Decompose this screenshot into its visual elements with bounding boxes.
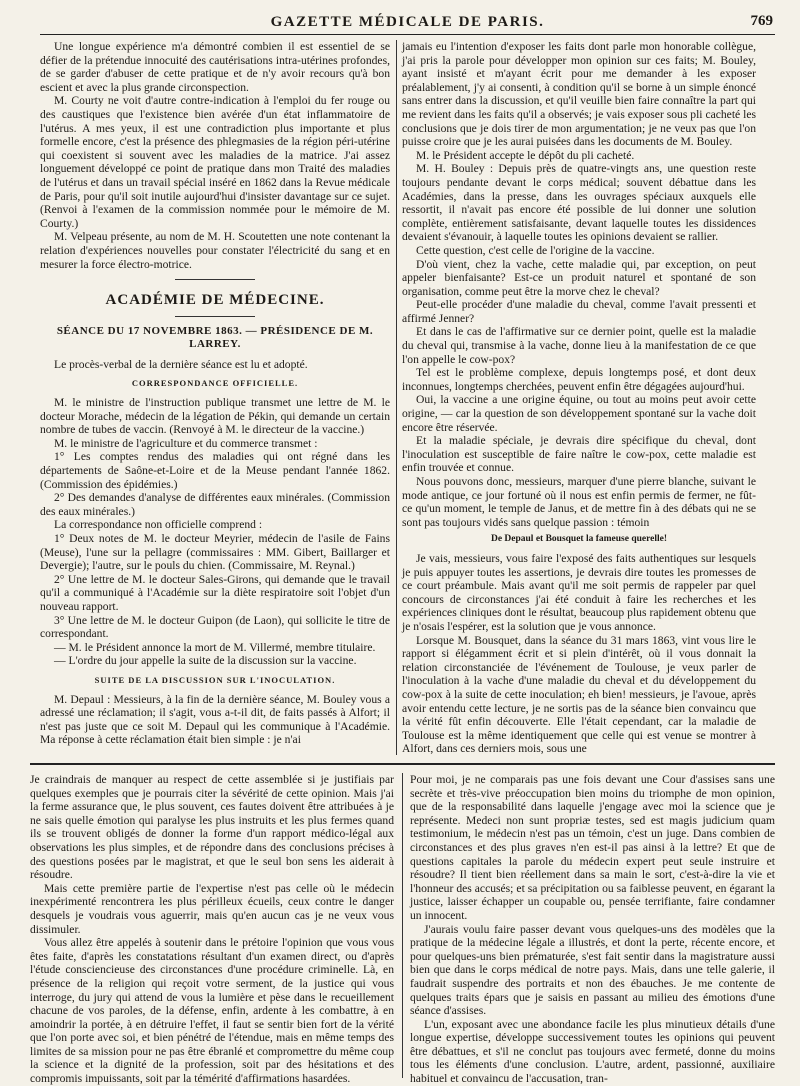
paragraph: jamais eu l'intention d'exposer les faits dont parle mon honorable collègue, j'ai pris la parole pour développer mon opinion sur ces faits; M. Bouley, ayant insisté et m'ayant écrit pour me demander à les exposer préalablement, j'y ai consenti, à condition qu'il se borne à un simple énoncé sans entrer dans la discussion, et qu'il veuille bien faire connaître la part qui me revient dans les faits qu'il a observés; je vais exposer sous pli cacheté les conclusions que je dois tirer de mon argumentation; je ne veux pas que l'on puisse croire que je les aurai puisées dans les documents de M. Bouley. (402, 40, 756, 149)
short-rule (175, 316, 255, 317)
column-top-right (402, 40, 756, 755)
paragraph: Peut-elle procéder d'une maladie du cheval, comme l'avait pressenti et affirmé Jenner? (402, 298, 756, 325)
paragraph: J'aurais voulu faire passer devant vous quelques-uns des modèles que la pratique de la médecine légale a illustrés, et dont la perte, récente encore, et pour quelques-uns bien prématurée, s'est fait sentir dans la magistrature aussi bien que dans le corps médical de notre pays. Mais, dans une telle galerie, il faudrait suspendre des portraits et non des ébauches. Je me contente de quelques traits épars que je saisis en passant au milieu des émotions d'une séance d'assises. (410, 922, 775, 1018)
journal-title: GAZETTE MÉDICALE DE PARIS. (270, 14, 545, 30)
paragraph: Cette question, c'est celle de l'origine de la vaccine. (416, 243, 655, 257)
paragraph: — L'ordre du jour appelle la suite de la discussion sur la vaccine. (54, 654, 357, 668)
paragraph: Et la maladie spéciale, je devrais dire spécifique du cheval, dont l'inoculation est susceptible de faire naître le cow-pox, cette maladie est enfin trouvée et connue. (402, 434, 756, 475)
paragraph: La correspondance non officielle comprend : (54, 518, 263, 532)
paragraph: 1° Les comptes rendus des maladies qui ont régné dans les départements de Saône-et-Loire et de la Meuse pendant l'année 1862. (Commission des épidémies.) (40, 450, 390, 491)
column-divider-bottom (402, 773, 403, 1078)
correspondence-heading: CORRESPONDANCE OFFICIELLE. (131, 378, 299, 389)
paragraph: Lorsque M. Bousquet, dans la séance du 31 mars 1863, vint vous lire le rapport si élégamment écrit et si plein d'intérêt, où il vous donnait la relation circonstanciée de l'événement de Toulouse, je veux parler de l'inoculation à la vache d'une maladie du cheval et du développement du cow-pox à la suite de cette inoculation; eh bien! messieurs, je l'avoue, après avoir entendu cette lecture, je ne sortis pas de la séance bien convaincu que la vérité fût enfin découverte. Elle l'était cependant, car la maladie de Toulouse est la même identiquement que celle qui est venue se montrer à Alfort, dans ces derniers mois, sous une (402, 633, 756, 756)
paragraph: Je craindrais de manquer au respect de cette assemblée si je justifiais par quelques exemples que je pourrais citer la sévérité de cette opinion. Mais j'ai la ferme assurance que, le plus souvent, ces fautes doivent être attribuées à je ne sais quelle émotion qui paralyse les plus instruits et les plus fermes quand ils se trouvent obligés de donner la forme d'un rapport médico-légal aux observations les plus simples, et de répondre dans des conclusions précises à des questions posées par le magistrat, et que le seul bon sens les aiderait à résoudre. (30, 773, 394, 882)
paragraph: Nous pouvons donc, messieurs, marquer d'une pierre blanche, suivant le mode antique, ce jour fortuné où il nous est enfin permis de fermer, ne fût-ce qu'un moment, le temple de Janus, et de mettre fin à des débats qui ne se sont pas toujours vidés sans quelque passion : témoin (402, 475, 756, 529)
column-bottom-left (30, 773, 394, 1086)
column-bottom-right (410, 773, 775, 1086)
paragraph: M. le Président accepte le dépôt du pli cacheté. (416, 148, 635, 162)
paragraph: Le procès-verbal de la dernière séance est lu et adopté. (54, 357, 308, 371)
paragraph: M. Courty ne voit d'autre contre-indication à l'emploi du fer rouge ou des caustiques que l'existence bien avérée d'un état inflammatoire de l'utérus. A mes yeux, il est une contradiction plus importante et plus formelle encore, c'est la présence des phlegmasies de la région péri-utérine qui coexistent si souvent avec les maladies de la matrice. J'ai assez longuement développé ce point de pratique dans mon Traité des maladies de l'utérus et dans un travail spécial inséré en 1862 dans la Revue médicale de Paris, pour qu'il soit inutile aujourd'hui d'insister davantage sur ce sujet. (Renvoi à l'examen de la commission nommée pour le mémoire de M. Courty.) (40, 94, 390, 230)
paragraph: Une longue expérience m'a démontré combien il est essentiel de se défier de la prétendue innocuité des cautérisations intra-utérines profondes, de se garder d'abuser de cette pratique et de n'y avoir recours qu'à bon escient et avec la plus grande circonspection. (40, 40, 390, 94)
paragraph: Pour moi, je ne comparais pas une fois devant une Cour d'assises sans une secrète et très-vive préoccupation bien moins du triomphe de mon opinion, que de la responsabilité dans laquelle j'engage avec moi la science que je représente. Medeci non sunt propriæ testes, sed est magis judicium quam testimonium, le médecin n'est pas un témoin, c'est un juge. Dans combien de circonstances et des plus graves n'en est-il pas ainsi à la lettre? Et que de questions capitales la parole du médecin expert peut seule instruire et résoudre? Il tient bien réellement dans sa main le sort, c'est-à-dire la vie et l'honneur des accusés; et sa précipitation ou sa faiblesse peuvent, en égarant la justice, laisser échapper un coupable ou, pensée terrifiante, faire condamner un innocent. (410, 773, 775, 922)
paragraph: M. le ministre de l'agriculture et du commerce transmet : (54, 436, 318, 450)
paragraph: M. Depaul : Messieurs, à la fin de la dernière séance, M. Bouley vous a adressé une réclamation; il s'agit, vous a-t-il dit, de faits passés à Alfort; il n'est pas juste que ce soit M. Depaul qui les communique à l'Académie. Ma réponse à cette réclamation était bien simple : je n'ai (40, 692, 390, 747)
column-divider-top (396, 40, 397, 755)
paragraph: 3° Une lettre de M. le docteur Guipon (de Laon), qui sollicite le titre de correspondant. (40, 613, 390, 641)
paragraph: L'un, exposant avec une abondance facile les plus minutieux détails d'une longue expertise, développe successivement toutes les opinions qui peuvent être débattues, et s'il ne conclut pas toujours avec fermeté, donne du moins tous les éléments d'une conclusion. L'autre, ardent, passionné, auxiliaire habituel et convaincu de l'accusation, tran- (410, 1017, 775, 1086)
paragraph: 1° Deux notes de M. le docteur Meyrier, médecin de l'asile de Fains (Meuse), l'une sur la pellagre (commissaires : MM. Gibert, Baillarger et Devergie); l'autre, sur le pouls du chien. (Commissaire, M. Reynal.) (40, 532, 390, 573)
section-separator (30, 763, 775, 765)
paragraph: M. H. Bouley : Depuis près de quatre-vingts ans, une question reste toujours pendante devant le corps médical; souvent débattue dans les Académies, dans la presse, dans les ouvrages spéciaux auxquels elle ressortit, il n'avait pas encore été possible de lui donner une solution complète, entièrement satisfaisante, devant laquelle toutes les dissidences devaient s'évanouir, à laquelle toutes les opinions devaient se rallier. (402, 162, 756, 244)
paragraph: D'où vient, chez la vache, cette maladie qui, par exception, on peut appeler bienfaisante? Est-ce un produit naturel et spontané de son organisation, comme peut être la morve chez le cheval? (402, 257, 756, 298)
column-top-left (40, 40, 390, 755)
short-rule (175, 279, 255, 280)
paragraph: Vous allez être appelés à soutenir dans le prétoire l'opinion que vous vous êtes faite, d'après les constatations résultant d'un examen direct, ou d'après l'étude consciencieuse des circonstances d'une procédure criminelle. Là, en présence de la religion qui reçoit votre serment, de la justice qui vous interroge, du jury qui attend de vous la lumière et pèse dans le recueillement chacune de vos paroles, de la défense, enfin, ardente à les combattre, à en amoindrir la portée, à en détruire l'effet, il faut se sentir bien fort de la vérité que l'on porte avec soi, et bien pénétré de l'étendue, mais en même temps des limites de sa mission pour ne pas être ébranlé et compromettre du même coup la science et la dignité de la profession, soit par des hésitations et des compromis impuissants, soit par la témérité d'affirmations hasardées. (30, 936, 394, 1086)
paragraph: Je vais, messieurs, vous faire l'exposé des faits authentiques sur lesquels je puis appuyer toutes les assertions, je devrais dire toutes les promesses de ce court préambule. Mais avant qu'il me soit permis de rappeler par quel concours de circonstances j'ai été conduit à faire les recherches et les expériences cliniques dont le résultat, beaucoup plus rapidement obtenu que je n'osais l'espérer, est la solution que je vous annonce. (402, 551, 756, 633)
academy-heading: ACADÉMIE DE MÉDECINE. (105, 292, 325, 309)
paragraph: Tel est le problème complexe, depuis longtemps posé, et dont deux inconnues, longtemps cherchées, peuvent enfin être dégagées aujourd'hui. (402, 366, 756, 393)
paragraph: Oui, la vaccine a une origine équine, ou tout au moins peut avoir cette origine, — car la question de son développement spontané sur la vache doit encore être réservée. (402, 393, 756, 434)
paragraph: Mais cette première partie de l'expertise n'est pas celle où le médecin inexpérimenté rencontrera les plus périlleux écueils, ceux contre le danger desquels je voudrais vous aguerrir, mais qu'en aucun cas je ne veux vous dissimuler. (30, 881, 394, 936)
paragraph: M. Velpeau présente, au nom de M. H. Scoutetten une note contenant la relation d'expériences nouvelles pour constater l'électricité du sang et en mesurer la force électro-motrice. (40, 230, 390, 271)
paragraph: 2° Des demandes d'analyse de différentes eaux minérales. (Commission des eaux minérales.) (40, 491, 390, 518)
paragraph: M. le ministre de l'instruction publique transmet une lettre de M. le docteur Morache, médecin de la légation de Pékin, qui demande un certain nombre de tubes de vaccin. (Renvoyé à M. le directeur de la vaccine.) (40, 396, 390, 437)
verse-quote: De Depaul et Bousquet la fameuse querelle! (490, 534, 668, 545)
discussion-heading: SUITE DE LA DISCUSSION SUR L'INOCULATION. (94, 674, 336, 685)
paragraph: Et dans le cas de l'affirmative sur ce dernier point, quelle est la maladie du cheval qui, transmise à la vache, donne lieu à la manifestation de ce que l'on appelle le cow-pox? (402, 325, 756, 366)
paragraph: 2° Une lettre de M. le docteur Sales-Girons, qui demande que le travail qu'il a communiqué à l'Académie sur la diète respiratoire soit l'objet d'un nouveau rapport. (40, 572, 390, 613)
running-head (40, 12, 775, 35)
page-number: 769 (750, 13, 773, 29)
paragraph: — M. le Président annonce la mort de M. Villermé, membre titulaire. (54, 640, 376, 654)
session-heading: SÉANCE DU 17 NOVEMBRE 1863. — PRÉSIDENCE DE M. LARREY. (56, 324, 374, 351)
